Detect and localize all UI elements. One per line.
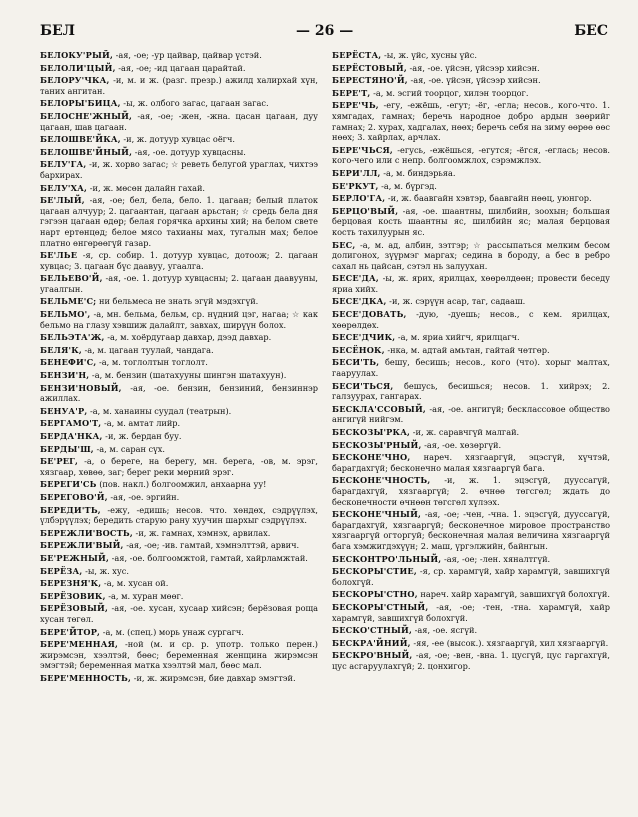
entry-definition: -ая, -ое. болгоомжтой, гамтай, хайрламжтай. xyxy=(111,552,308,563)
dictionary-entry xyxy=(40,492,318,503)
entry-definition: -а, м. хоёрдугаар давхар, дээд давхар. xyxy=(107,332,272,343)
entry-definition: -ной (м. и ср. р. употр. только перен.) жирэмсэн, хээлтэй, бөөс; беременная женщина жирэмсэн эмэгтэй; беременная матка хээлтэй мал, бөөс мал. xyxy=(40,639,318,671)
entry-definition: -и, ж. 1. эцэсгүй, дууссагүй, барагдахгүй, хязгааргүй; 2. өчнөө төгсгөл; ждать до бесконечности өчнөөн төгсгөл хүлээх. xyxy=(332,475,610,507)
entry-definition: -и, ж. гамнах, хэмнэх, арвилах. xyxy=(135,527,271,538)
entry-definition: -а, м. ад, албин, зэтгэр; ☆ рассыпаться мелким бесом долигонох, зүүрмэг маргах; седина в бороду, а бес в ребро сахал нь цайсан, сэтэл нь залуухан. xyxy=(332,239,610,271)
entry-definition: -а, мн. бельма, бельм, ср. нүдний цэг, нагаа; ☆ как бельмо на глазу хэвшиж далайлт, завхах, ширүүн болох. xyxy=(40,309,318,330)
entry-definition: -ая, -ое. ясгүй. xyxy=(414,625,478,636)
dictionary-entry xyxy=(332,181,610,192)
header-right-guide-word: БЕС xyxy=(574,23,608,39)
entry-headword: БЕРЁЗОВИК, xyxy=(40,590,106,601)
dictionary-entry xyxy=(40,195,318,248)
entry-definition: бешу, бесишь; несов., кого (что). хорыг малтах, гааруулах. xyxy=(332,357,610,379)
dictionary-entry xyxy=(40,553,318,564)
entry-headword: БЕСЕ'ДА, xyxy=(332,273,379,284)
dictionary-entry xyxy=(332,509,610,551)
dictionary-entry xyxy=(332,452,610,473)
entry-definition: -ая, -ое. ангигүй; бесклассовое общество ангигүй нийгэм. xyxy=(332,403,610,425)
dictionary-entry xyxy=(332,650,610,671)
entry-definition: -ы, ж. олбого загас, цагаан загас. xyxy=(123,98,269,109)
entry-headword: БЕ'ЛЫЙ, xyxy=(40,195,85,206)
entry-headword: БЕ'РЕГ, xyxy=(40,456,79,467)
entry-headword: БЕСЕ'ДКА, xyxy=(332,296,387,307)
dictionary-entry xyxy=(40,528,318,539)
entry-headword: БЕРЕЗНЯ'К, xyxy=(40,578,102,589)
entry-headword: БЕРЛО'ГА, xyxy=(332,193,386,204)
dictionary-entry xyxy=(40,134,318,145)
entry-definition: -ая, -ое. дотуур хувцасны. xyxy=(134,146,246,157)
entry-headword: БЕНУА'Р, xyxy=(40,405,88,416)
entry-headword: БЕЛЯ'К, xyxy=(40,344,82,355)
dictionary-entry xyxy=(332,75,610,86)
entry-headword: БЕЛОШВЕ'ЙНЫЙ, xyxy=(40,146,133,157)
entry-definition: -и, ж. баавгайн хэвтэр, баавгайн нөөц, уюнгор. xyxy=(387,193,592,204)
dictionary-entry xyxy=(40,370,318,381)
entry-definition: -и, ж. саравчгүй малгай. xyxy=(412,427,520,437)
entry-definition: нареч. хайр харамгүй, завшихгүй болохгүй. xyxy=(420,589,610,600)
entry-headword: БЕЛОРЫ'БИЦА, xyxy=(40,98,121,109)
entry-definition: -егусь, -ежёшься, -егутся; -ёгся, -еглась; несов. кого-чего или с непр. болгоомжлох, сэрэмжлэх. xyxy=(332,144,610,166)
entry-headword: БЕРЕ'МЕННОСТЬ, xyxy=(40,672,132,683)
dictionary-entry xyxy=(40,345,318,356)
dictionary-entry xyxy=(332,440,610,451)
dictionary-entry xyxy=(332,63,610,74)
dictionary-entry xyxy=(332,193,610,204)
dictionary-entry xyxy=(332,381,610,402)
entry-definition: -а, м. тоглолтын тоглолт. xyxy=(99,357,208,368)
dictionary-entry xyxy=(332,145,610,166)
entry-headword: БЕЛЬМО', xyxy=(40,309,91,320)
dictionary-entry xyxy=(40,456,318,477)
dictionary-entry xyxy=(332,427,610,438)
entry-definition: -ая, -ое. 1. дотуур хувцасны; 2. цагаан даавууны, угаалгын. xyxy=(40,273,318,294)
entry-headword: БЕЛЬЭТА'Ж, xyxy=(40,332,105,343)
entry-definition: -а, м. амтат лийр. xyxy=(103,418,181,429)
entry-definition: -и, ж. хорво загас; ☆ реветь белугой ураглах, чихтээ бархирах. xyxy=(40,159,318,180)
entry-headword: БЕРЁЗОВЫЙ, xyxy=(40,603,109,614)
entry-definition: -ая, -ое. үйсэн, үйсээр хийсэн. xyxy=(409,62,540,73)
entry-definition: -и, ж. сэрүүн асар, таг, садааш. xyxy=(389,296,526,307)
entry-definition: -дую, -дуешь; несов., с кем. ярилцах, хөөрөлдөх. xyxy=(332,309,610,330)
entry-headword: БЕ'ЛЬЕ xyxy=(40,250,78,261)
dictionary-entry xyxy=(332,566,610,587)
entry-definition: -ы, ж. үйс, хусны үйс. xyxy=(383,50,477,60)
entry-headword: БЕСИ'ТЬ, xyxy=(332,357,380,368)
dictionary-entry xyxy=(40,98,318,109)
dictionary-entry xyxy=(332,273,610,294)
dictionary-entry xyxy=(40,383,318,404)
entry-headword: БЕСКОНЕ'ЧНОСТЬ, xyxy=(332,475,431,486)
entry-headword: БЕРЕДИ'ТЬ, xyxy=(40,504,101,515)
page-number: — 26 — xyxy=(296,23,354,39)
dictionary-entry xyxy=(40,540,318,551)
dictionary-entry xyxy=(40,591,318,602)
entry-definition: -а, м. (спец.) морь унаж сургагч. xyxy=(102,626,244,637)
entry-headword: БЕ'РЕЖНЫЙ, xyxy=(40,552,110,563)
dictionary-entry xyxy=(40,309,318,330)
dictionary-entry xyxy=(40,639,318,671)
entry-definition: -яя, -ее (высок.). хязгааргүй, хил хязгааргүй. xyxy=(413,637,609,648)
entry-headword: БЕРЕЖЛИ'ВЫЙ, xyxy=(40,540,124,551)
entry-headword: БЕРЕГИ'СЬ xyxy=(40,479,97,490)
entry-definition: -а, м. цагаан туулай, чандага. xyxy=(84,344,214,355)
entry-headword: БЕРЕЖЛИ'ВОСТЬ, xyxy=(40,527,133,538)
dictionary-entry xyxy=(40,296,318,307)
dictionary-entry xyxy=(40,273,318,294)
entry-definition: -ая, -ое; -лен. хяналтгүй. xyxy=(443,553,551,564)
entry-headword: БЕСКОЗЫ'РНЫЙ, xyxy=(332,439,422,450)
entry-definition: -ежу, -едишь; несов. что. хөндөх, сэдрүүлэх, үлбэрүүлэх; бередить старую рану хуучин шархыг сэдрүүлэх. xyxy=(40,504,318,526)
dictionary-entry xyxy=(40,159,318,180)
dictionary-entry xyxy=(332,638,610,649)
entry-headword: БЕНЕФИ'С, xyxy=(40,357,97,368)
dictionary-entry xyxy=(40,578,318,589)
right-column xyxy=(332,50,610,803)
entry-definition: -а, м. хусан ой. xyxy=(103,578,169,589)
entry-definition: -ая, -ое; -ур цайвар, цайвар үстэй. xyxy=(115,50,262,60)
entry-headword: БЕРЕ'ЧЬСЯ, xyxy=(332,144,393,155)
entry-headword: БЕЛОЛИ'ЦЫЙ, xyxy=(40,62,116,73)
entry-headword: БЕСЕ'ДОВАТЬ, xyxy=(332,309,407,320)
dictionary-entry xyxy=(40,418,318,429)
entry-headword: БЕЛЬМЕ'С; xyxy=(40,296,97,307)
entry-definition: (пов. накл.) болгоомжил, анхаарна уу! xyxy=(99,479,267,490)
dictionary-entry xyxy=(332,309,610,330)
dictionary-entry xyxy=(332,625,610,636)
left-column xyxy=(40,50,318,803)
entry-headword: БЕСЕ'ДЧИК, xyxy=(332,332,396,343)
entry-definition: -ая, -ое; бел, бела, бело. 1. цагаан; белый платок цагаан алчуур; 2. цагаантан, цагаан арьстан; ☆ средь бела дня гэгээн цагаан өдөр; белая горячка архины хий; на белом свете нарт ертөнцөд; белое мясо тахианы мах, тугалын мах; белое платно өнгөрөөгүй газар. xyxy=(40,195,318,248)
entry-headword: БЕ'РКУТ, xyxy=(332,180,379,191)
dictionary-entry xyxy=(40,603,318,624)
entry-headword: БЕСКОНТРО'ЛЬНЫЙ, xyxy=(332,553,442,564)
entry-definition: нареч. хязгааргүй, эцэсгүй, хүчтэй, барагдахгүй; бесконечно малая хязгааргүй бага. xyxy=(332,452,610,473)
entry-headword: БЕС, xyxy=(332,239,356,250)
entry-definition: -ая, -ое. үйсэн, үйсээр хийсэн. xyxy=(410,75,541,86)
entry-definition: -ая, -ое; -жен, -жна. цасан цагаан, дуу цагаан, шав цагаан. xyxy=(40,110,318,132)
dictionary-entry xyxy=(332,589,610,600)
entry-headword: БЕЛУ'ГА, xyxy=(40,159,87,170)
entry-definition: -а, м. бензин (шатахууны шингэн шатахуун). xyxy=(91,370,287,381)
entry-definition: -ая, -ое. хусан, хусаар хийсэн; берёзовая роща хусан төгөл. xyxy=(40,603,318,624)
dictionary-entry xyxy=(332,404,610,425)
dictionary-entry xyxy=(332,296,610,307)
dictionary-entry xyxy=(40,479,318,490)
entry-headword: БЕНЗИ'Н, xyxy=(40,370,90,381)
entry-definition: -а, м. ханаины суудал (театрын). xyxy=(90,405,232,416)
entry-headword: БЕСКОНЕ'ЧНЫЙ, xyxy=(332,509,422,520)
dictionary-entry xyxy=(332,332,610,343)
entry-definition: -ая, -ое. шаантны, шилбийн, зоохын; большая берцовая кость шаантны яс, шилбийн яс; малая берцовая кость тахилуурын яс. xyxy=(332,205,610,237)
entry-headword: БЕРЕ'Т, xyxy=(332,87,371,98)
entry-headword: БЕРЕСТЯНО'Й, xyxy=(332,75,408,86)
entry-definition: -и, ж. мөсөн далайн гахай. xyxy=(89,182,206,193)
entry-definition: -ая, -ое. эргийн. xyxy=(110,491,180,502)
entry-headword: БЕСКОРЫ'СТНЫЙ, xyxy=(332,601,429,612)
entry-definition: -а, м. хуран мөөг. xyxy=(108,590,184,601)
dictionary-entry xyxy=(332,88,610,99)
entry-headword: БЕРЕГОВО'Й, xyxy=(40,491,108,502)
entry-headword: БЕЛОРУ'ЧКА, xyxy=(40,75,110,86)
entry-headword: БЕСЁНОК, xyxy=(332,344,385,355)
entry-headword: БЕРДА'НКА, xyxy=(40,431,103,441)
entry-definition: -и, ж. бердан буу. xyxy=(105,431,182,441)
entry-headword: БЕСКЛА'ССОВЫЙ, xyxy=(332,403,426,414)
entry-headword: БЕСКОНЕ'ЧНО, xyxy=(332,452,411,463)
dictionary-entry xyxy=(332,357,610,378)
entry-definition: ни бельмеса не знать эгүй мэдэхгүй. xyxy=(99,296,259,307)
dictionary-entry xyxy=(332,100,610,142)
entry-headword: БЕРИ'ЛЛ, xyxy=(332,167,381,178)
entry-definition: -и, ж. дотуур хувцас оёгч. xyxy=(123,134,235,145)
entry-headword: БЕСКО'СТНЫЙ, xyxy=(332,625,413,636)
entry-headword: БЕРЕ'ЙТОР, xyxy=(40,626,101,637)
entry-definition: -ая, -ое; -чен, -чна. 1. эцэсгүй, дууссагүй, барагдахгүй, хязгааргүй; бесконечное мировое пространство хязгааргүй огторгуй; бесконечная малая величина хязгааргүй бага хэмжигдэхүүн; 2. маш, үргэлжийн, байнгын. xyxy=(332,509,610,551)
entry-headword: БЕРЁСТА, xyxy=(332,50,382,60)
entry-definition: -ая, -ое; -тен, -тна. харамгүй, хайр харамгүй, завшихгүй болохгүй. xyxy=(332,601,610,623)
entry-definition: -а, м. эсгий тоорцог, хилэн тоорцог. xyxy=(373,87,529,98)
entry-definition: -и, ж. жирэмсэн, бие давхар эмэгтэй. xyxy=(133,672,296,683)
entry-headword: БЕСКРА'ЙНИЙ, xyxy=(332,637,411,648)
dictionary-entry xyxy=(40,444,318,455)
entry-definition: -нка, м. адтай амьтан, гайтай чөтгөр. xyxy=(387,344,550,355)
dictionary-entry xyxy=(40,111,318,132)
entry-headword: БЕРЦО'ВЫЙ, xyxy=(332,205,399,216)
entry-definition: -ая, -ое; -вен, -вна. 1. цусгүй, цус гаргахгүй, цус асгаруулахгүй; 2. цонхигор. xyxy=(332,650,610,671)
dictionary-entry xyxy=(40,673,318,684)
dictionary-entry xyxy=(332,50,610,61)
dictionary-entry xyxy=(40,50,318,61)
entry-definition: -ая, -ое; -ид цагаан царайтай. xyxy=(118,62,246,73)
dictionary-entry xyxy=(40,183,318,194)
dictionary-entry xyxy=(40,566,318,577)
dictionary-entry xyxy=(40,431,318,442)
dictionary-entry xyxy=(332,240,610,272)
entry-definition: -я, ср. харамгүй, хайр харамгүй, завшихгүй болохгүй. xyxy=(332,566,610,587)
entry-headword: БЕЛОШВЕ'ЙКА, xyxy=(40,134,121,145)
entry-definition: -ая, -ое; -ив. гамтай, хэмнэлттэй, арвич. xyxy=(126,540,300,551)
entry-headword: БЕРДЫ'Ш, xyxy=(40,443,94,454)
entry-headword: БЕЛЬЕВО'Й, xyxy=(40,273,103,284)
dictionary-entry xyxy=(40,505,318,526)
entry-headword: БЕСКРО'ВНЫЙ, xyxy=(332,650,413,661)
header-left-guide-word: БЕЛ xyxy=(40,23,76,39)
entry-headword: БЕРЕ'МЕННАЯ, xyxy=(40,639,119,650)
entry-headword: БЕСИ'ТЬСЯ, xyxy=(332,380,394,391)
entry-headword: БЕРГАМО'Т, xyxy=(40,418,102,429)
entry-definition: -а, м. бүргэд. xyxy=(381,180,437,191)
dictionary-entry xyxy=(332,475,610,507)
dictionary-entry xyxy=(332,345,610,356)
dictionary-entry xyxy=(40,250,318,271)
entry-headword: БЕСКОЗЫ'РКА, xyxy=(332,427,411,437)
entry-headword: БЕСКОРЫ'СТНО, xyxy=(332,589,418,600)
entry-definition: -а, м. яриа хийгч, ярилцагч. xyxy=(397,332,520,343)
dictionary-entry xyxy=(40,63,318,74)
entry-definition: -а, о береге, на берегу, мн. берега, -ов, м. эрэг, хязгаар, хөвөө, заг; берег реки мөрний эрэг. xyxy=(40,456,318,477)
entry-definition: -ы, ж. ярих, ярилцах, хөөрөлдөөн; провести беседу яриа хийх. xyxy=(332,273,610,294)
dictionary-entry xyxy=(40,406,318,417)
entry-definition: бешусь, бесишься; несов. 1. хийрэх; 2. галзуурах, гангарах. xyxy=(332,380,610,402)
dictionary-entry xyxy=(332,602,610,623)
two-column-body xyxy=(40,50,610,803)
dictionary-entry xyxy=(332,554,610,565)
entry-headword: БЕНЗИ'НОВЫЙ, xyxy=(40,382,122,393)
dictionary-entry xyxy=(40,147,318,158)
dictionary-entry xyxy=(332,168,610,179)
dictionary-entry xyxy=(332,206,610,238)
entry-headword: БЕЛОСНЕ'ЖНЫЙ, xyxy=(40,110,133,121)
dictionary-entry xyxy=(40,357,318,368)
entry-definition: -а, м. саран сүх. xyxy=(96,443,165,454)
dictionary-entry xyxy=(40,627,318,638)
entry-headword: БЕРЁСТОВЫЙ, xyxy=(332,62,407,73)
entry-definition: -я, ср. собир. 1. дотуур хувцас, дотоож; 2. цагаан хувцас; 3. цагаан бүс даавуу, угаалга. xyxy=(40,250,318,271)
entry-headword: БЕЛУ'ХА, xyxy=(40,182,88,193)
entry-headword: БЕЛОКУ'РЫЙ, xyxy=(40,50,113,60)
entry-definition: -ая, -ое. бензин, бензиний, бензиннэр ажиллах. xyxy=(40,382,318,404)
dictionary-entry xyxy=(40,75,318,96)
entry-definition: -и, м. и ж. (разг. презр.) ажилд халирхай хүн, таних ангитан. xyxy=(40,75,318,96)
entry-definition: -ая, -ое. хөзөргүй. xyxy=(424,439,502,450)
entry-definition: -а, м. биндэрьяа. xyxy=(383,167,456,178)
page-header xyxy=(40,20,608,42)
entry-definition: -егу, -ежёшь, -егут; -ёг, -егла; несов., кого-что. 1. хямгадах, гамнах; беречь народное добро ардын зөөрийг гамнах; 2. хурах, хадгалах, нөөх; беречь себя на зиму өөрөө өөс нөөх; 3. хайрлах, арчлах. xyxy=(332,100,610,143)
entry-headword: БЕРЕ'ЧЬ, xyxy=(332,100,379,111)
dictionary-entry xyxy=(40,332,318,343)
entry-definition: -ы, ж. хус. xyxy=(85,565,129,576)
entry-headword: БЕСКОРЫ'СТИЕ, xyxy=(332,566,417,577)
entry-headword: БЕРЁЗА, xyxy=(40,565,83,576)
